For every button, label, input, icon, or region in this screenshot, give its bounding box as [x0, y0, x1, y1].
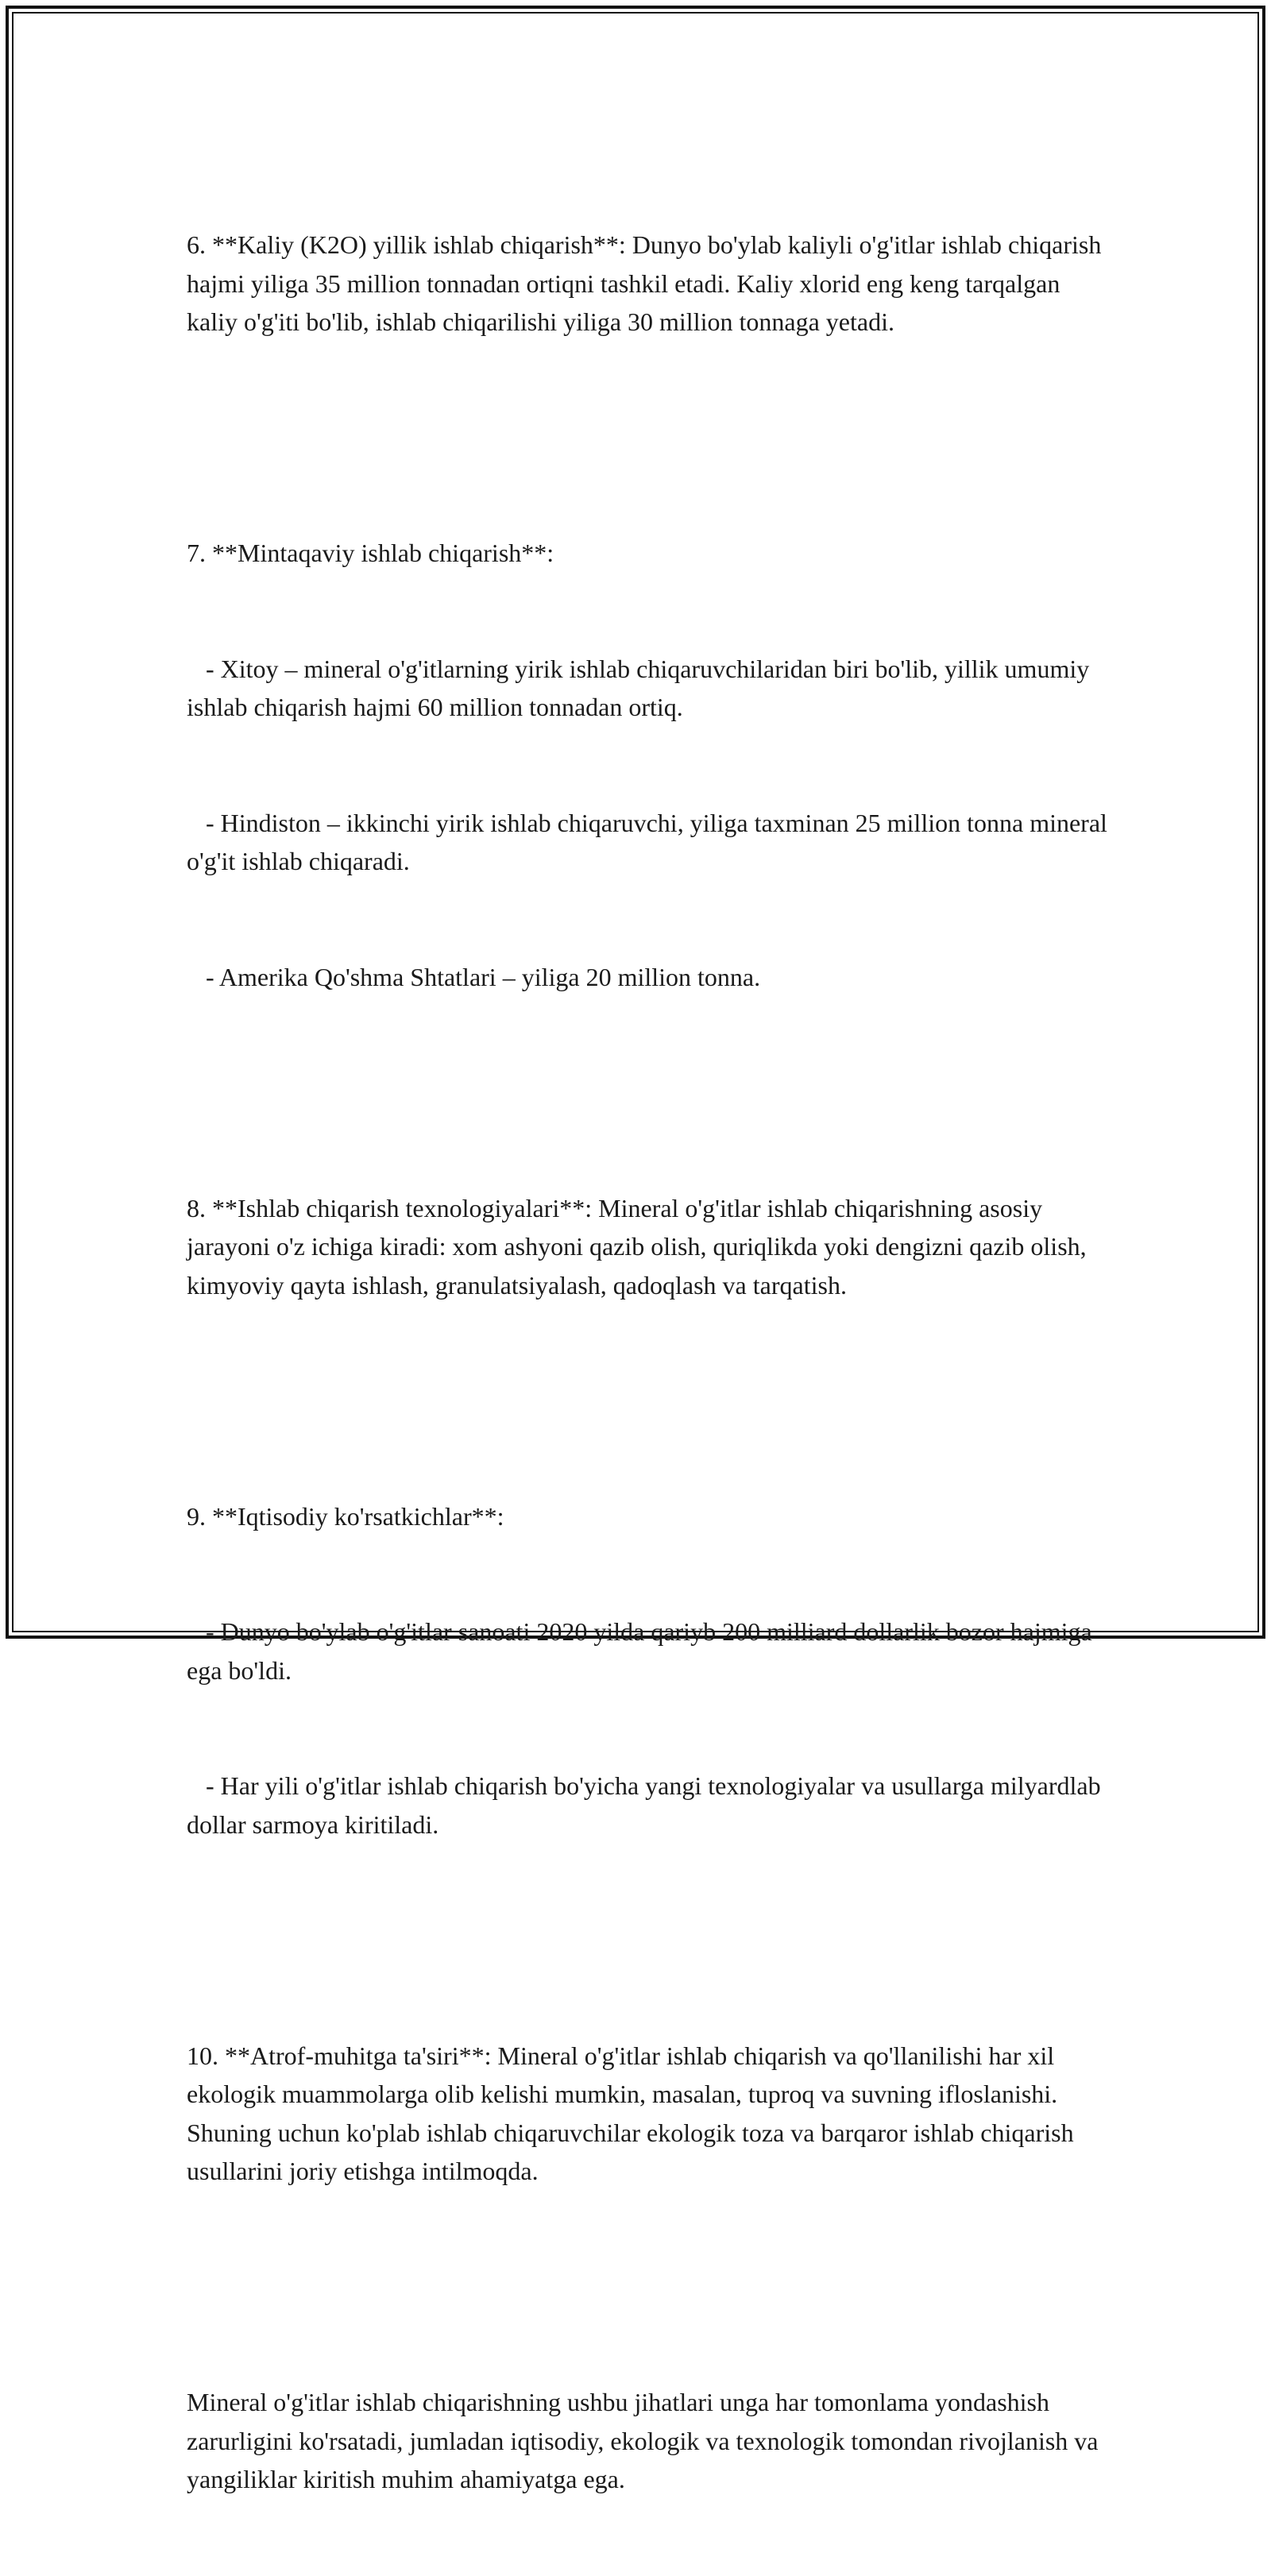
paragraph-conclusion	[187, 2306, 1108, 2576]
paragraph-line: 10. **Atrof-muhitga ta'siri**: Mineral o'g'itlar ishlab chiqarish va qo'llanilishi har xil ekologik muammolarga olib kelishi mumkin, masalan, tuproq va suvning ifloslanishi. Shuning uchun ko'plab ishlab chiqaruvchilar ekologik toza va barqaror ishlab chiqarish usullarini joriy etishga intilmoqda.	[187, 2041, 1080, 2185]
paragraph-potassium-production	[187, 149, 1108, 419]
paragraph-line: Mineral o'g'itlar ishlab chiqarishning ushbu jihatlari unga har tomonlama yondashish zarurligini ko'rsatadi, jumladan iqtisodiy, ekologik va texnologik tomondan rivojlanish va yangiliklar kiritish muhim ahamiyatga ega.	[187, 2388, 1105, 2493]
bullet-investment: - Har yili o'g'itlar ishlab chiqarish bo'yicha yangi texnologiyalar va usullarga milyardlab dollar sarmoya kiritiladi.	[187, 1771, 1107, 1839]
paragraph-heading-line: 9. **Iqtisodiy ko'rsatkichlar**:	[187, 1501, 504, 1531]
bullet-market-size: - Dunyo bo'ylab o'g'itlar sanoati 2020 yilda qariyb 200 milliard dollarlik bozor hajmiga ega bo'ldi.	[187, 1617, 1099, 1685]
bullet-india: - Hindiston – ikkinchi yirik ishlab chiqaruvchi, yiliga taxminan 25 million tonna mineral o'g'it ishlab chiqaradi.	[187, 808, 1114, 875]
bullet-china: - Xitoy – mineral o'g'itlarning yirik ishlab chiqaruvchilaridan biri bo'lib, yillik umumiy ishlab chiqarish hajmi 60 million tonnadan ortiq.	[187, 654, 1096, 721]
bullet-usa: - Amerika Qo'shma Shtatlari – yiliga 20 million tonna.	[187, 962, 761, 991]
paragraph-production-technologies	[187, 1112, 1108, 1382]
paragraph-line: 8. **Ishlab chiqarish texnologiyalari**: Mineral o'g'itlar ishlab chiqarishning asosiy jarayoni o'z ichiga kiradi: xom ashyoni qazib olish, quriqlikda yoki dengizni qazib olish, kimyoviy qayta ishlash, granulatsiyalash, qadoqlash va tarqatish.	[187, 1193, 1093, 1300]
paragraph-economic-indicators	[187, 1420, 1108, 1921]
paragraph-regional-production	[187, 457, 1114, 1073]
paragraph-environmental-impact	[187, 1960, 1108, 2268]
document-body	[187, 149, 1114, 2576]
paragraph-heading-line: 7. **Mintaqaviy ishlab chiqarish**:	[187, 539, 554, 567]
paragraph-line: 6. **Kaliy (K2O) yillik ishlab chiqarish**: Dunyo bo'ylab kaliyli o'g'itlar ishlab chiqarish hajmi yiliga 35 million tonnadan ortiqni tashkil etadi. Kaliy xlorid eng keng tarqalgan kaliy o'g'iti bo'lib, ishlab chiqarilishi yiliga 30 million tonnaga yetadi.	[187, 230, 1108, 336]
